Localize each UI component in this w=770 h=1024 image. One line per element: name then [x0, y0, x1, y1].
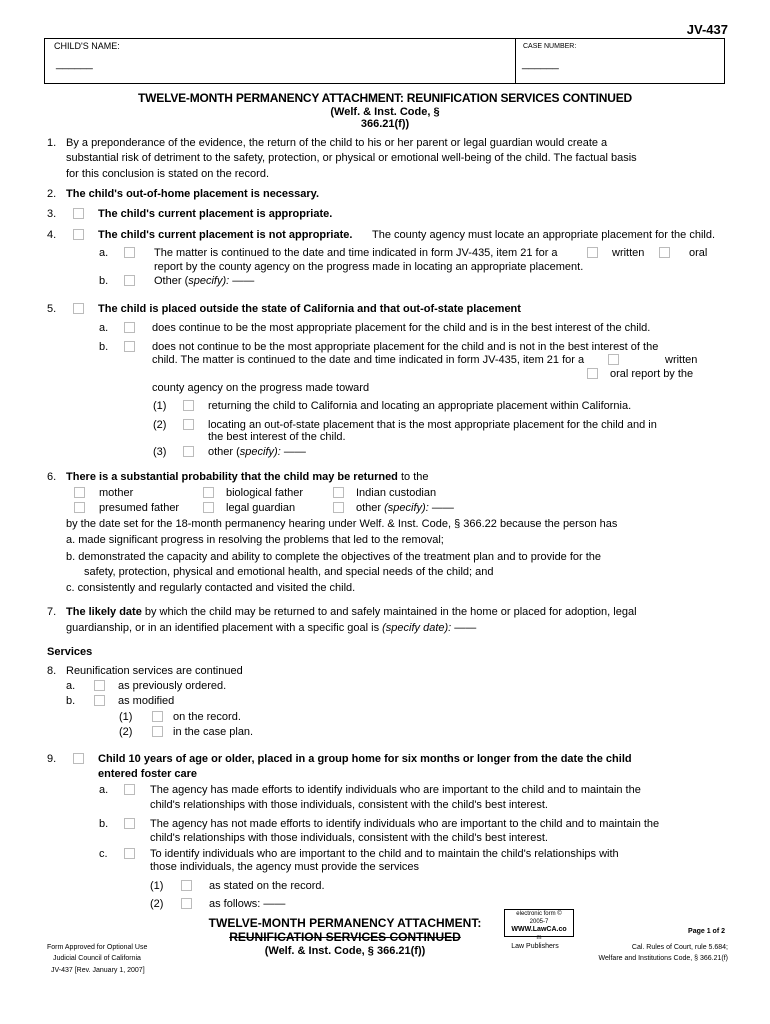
case-number-label: CASE NUMBER:	[523, 43, 577, 50]
item-9c-line1: To identify individuals who are important to the child and to maintain the child's relationships with	[150, 848, 619, 860]
case-number-field[interactable]: ______	[522, 58, 559, 70]
item-7-line1	[66, 606, 637, 618]
item-5b1-checkbox[interactable]	[183, 400, 194, 411]
item-9b-line2: child's relationships with those individuals, consistent with the child's best interest.	[150, 832, 548, 844]
item-4a-letter: a.	[99, 247, 109, 259]
form-id: JV-437	[686, 22, 728, 37]
item-4-bold: The child's current placement is not appropriate.	[98, 229, 353, 241]
item-6-indian-custodian-checkbox[interactable]	[333, 487, 344, 498]
item-6-mother-label: mother	[99, 487, 134, 499]
item-9a-line1: The agency has made efforts to identify individuals who are important to the child and to maintain the	[150, 784, 641, 796]
childs-name-field[interactable]: ______	[56, 58, 93, 70]
item-9c1-text: as stated on the record.	[209, 880, 325, 892]
item-6-number: 6.	[47, 471, 57, 483]
footer-left-line2: Judicial Council of California	[53, 955, 141, 962]
item-7-line2	[66, 622, 476, 634]
item-9c-checkbox[interactable]	[124, 848, 135, 859]
item-5-text: The child is placed outside the state of California and that out-of-state placement	[98, 303, 521, 315]
item-5b3-specify: specify	[239, 446, 275, 458]
item-6-bio-father-checkbox[interactable]	[203, 487, 214, 498]
item-3-checkbox[interactable]	[73, 208, 84, 219]
item-8a-text: as previously ordered.	[118, 680, 227, 692]
item-6-other-label	[356, 502, 454, 514]
item-6-other-pre: other	[356, 502, 385, 514]
item-6-legal-guardian-checkbox[interactable]	[203, 502, 214, 513]
footer-title-line2: REUNIFICATION SERVICES CONTINUED	[229, 930, 461, 944]
item-8-number: 8.	[47, 665, 57, 677]
item-5b1-number: (1)	[153, 400, 167, 412]
item-6-presumed-father-label: presumed father	[99, 502, 180, 514]
item-4-rest: The county agency must locate an appropriate placement for the child.	[372, 229, 716, 241]
item-5b3-number: (3)	[153, 446, 167, 458]
item-5b1-text: returning the child to California and locating an appropriate placement within California.	[208, 400, 632, 412]
item-6b-line1: b. demonstrated the capacity and ability to complete the objectives of the treatment plan and to provide for the	[66, 551, 602, 563]
footer-left-line1: Form Approved for Optional Use	[47, 944, 148, 951]
item-8a-checkbox[interactable]	[94, 680, 105, 691]
item-9-checkbox[interactable]	[73, 753, 84, 764]
stamp-line2: 2005-7	[529, 919, 549, 925]
item-4b-letter: b.	[99, 275, 109, 287]
item-4b-text	[154, 275, 254, 287]
item-5b-written-label: written	[665, 354, 698, 366]
item-5a-checkbox[interactable]	[124, 322, 135, 333]
item-8b1-text: on the record.	[173, 711, 241, 723]
item-9c-line2: those individuals, the agency must provide the services	[150, 861, 420, 873]
item-6-presumed-father-checkbox[interactable]	[74, 502, 85, 513]
stamp-publisher: Law Publishers	[511, 943, 559, 950]
item-4a-oral-checkbox[interactable]	[659, 247, 670, 258]
item-4b-checkbox[interactable]	[124, 275, 135, 286]
item-6-legal-guardian-label: legal guardian	[226, 502, 296, 514]
item-5b-line1: does not continue to be the most appropriate placement for the child and is not in the best interest of the	[152, 341, 659, 353]
caption-box	[44, 38, 725, 84]
item-9c2-number: (2)	[150, 898, 164, 910]
item-8b-checkbox[interactable]	[94, 695, 105, 706]
form-title: TWELVE-MONTH PERMANENCY ATTACHMENT: REUNIFICATION SERVICES CONTINUED	[138, 91, 632, 105]
item-9c2-label: as follows:	[209, 898, 261, 910]
item-4a-written-label: written	[612, 247, 645, 259]
page-number: Page 1 of 2	[688, 928, 725, 935]
item-5b3-pre: other (	[208, 446, 240, 458]
item-8b2-text: in the case plan.	[173, 726, 254, 738]
item-9c1-checkbox[interactable]	[181, 880, 192, 891]
item-9a-line2: child's relationships with those individuals, consistent with the child's best interest.	[150, 799, 548, 811]
item-5b-written-checkbox[interactable]	[608, 354, 619, 365]
item-5b-letter: b.	[99, 341, 109, 353]
footer-left-line3: JV-437 [Rev. January 1, 2007]	[51, 967, 145, 974]
item-3-number: 3.	[47, 208, 57, 220]
item-5-checkbox[interactable]	[73, 303, 84, 314]
item-6-other-checkbox[interactable]	[333, 502, 344, 513]
item-8b-text: as modified	[118, 695, 175, 707]
item-4b-post: ):	[222, 275, 230, 287]
item-2-text: The child's out-of-home placement is necessary.	[66, 188, 320, 200]
item-4-checkbox[interactable]	[73, 229, 84, 240]
item-1-number: 1.	[47, 137, 57, 149]
item-9-number: 9.	[47, 753, 57, 765]
item-5b2-line1: locating an out-of-state placement that is the most appropriate placement for the child and in	[208, 419, 657, 431]
footer-title-line3: (Welf. & Inst. Code, § 366.21(f))	[264, 945, 426, 957]
item-6-by-date: by the date set for the 18-month permanency hearing under Welf. & Inst. Code, § 366.22 because the person has	[66, 518, 618, 530]
item-5b2-checkbox[interactable]	[183, 419, 194, 430]
item-5b3-text	[208, 446, 306, 458]
item-8-text: Reunification services are continued	[66, 665, 243, 677]
item-5a-letter: a.	[99, 322, 109, 334]
item-5b3-checkbox[interactable]	[183, 446, 194, 457]
item-4b-blank[interactable]: ——	[232, 275, 255, 287]
item-6-other-blank[interactable]: ——	[431, 502, 454, 514]
item-7-specify: (specify date):	[382, 622, 452, 634]
stamp-line3: WWW.LawCA.co	[511, 926, 567, 933]
item-6b-line2: safety, protection, physical and emotional health, and special needs of the child; and	[84, 566, 494, 578]
item-5b3-post: ):	[274, 446, 281, 458]
item-8b2-checkbox[interactable]	[152, 726, 163, 737]
stamp-line4: m	[536, 935, 542, 941]
item-5a-text: does continue to be the most appropriate placement for the child and is in the best interest of the child.	[152, 322, 651, 334]
item-9b-checkbox[interactable]	[124, 818, 135, 829]
item-5-number: 5.	[47, 303, 57, 315]
childs-name-label: CHILD'S NAME:	[54, 41, 120, 51]
item-6c-text: c. consistently and regularly contacted and visited the child.	[66, 582, 356, 594]
form-subtitle-code: 366.21(f))	[360, 118, 410, 130]
item-9-line1: Child 10 years of age or older, placed in a group home for six months or longer from the date the child	[98, 753, 632, 765]
item-9c2-checkbox[interactable]	[181, 898, 192, 909]
item-6-mother-checkbox[interactable]	[74, 487, 85, 498]
item-4a-line2: report by the county agency on the progress made in locating an appropriate placement.	[154, 261, 584, 273]
item-5b-checkbox[interactable]	[124, 341, 135, 352]
item-9b-letter: b.	[99, 818, 109, 830]
item-6-indian-custodian-label: Indian custodian	[356, 487, 437, 499]
item-7-number: 7.	[47, 606, 57, 618]
item-7-rest: by which the child may be returned to and safely maintained in the home or placed for adoption, legal	[144, 606, 637, 618]
item-1-line2: substantial risk of detriment to the safety, protection, or physical or emotional well-being of the child. The factual basis	[66, 152, 637, 164]
footer-right-line2: Welfare and Institutions Code, § 366.21(f)	[598, 955, 728, 962]
item-4a-written-checkbox[interactable]	[587, 247, 598, 258]
publisher-stamp	[504, 909, 574, 941]
item-6a-text: a. made significant progress in resolving the problems that led to the removal;	[66, 534, 444, 546]
footer-right-line1: Cal. Rules of Court, rule 5.684;	[631, 944, 728, 951]
footer-title-line1: TWELVE-MONTH PERMANENCY ATTACHMENT:	[208, 916, 482, 930]
item-9c2-text	[209, 898, 285, 910]
item-9c2-blank[interactable]: ——	[263, 898, 286, 910]
item-3-text: The child's current placement is appropriate.	[98, 208, 333, 220]
item-9b-line1: The agency has not made efforts to identify individuals who are important to the child and to maintain the	[150, 818, 660, 830]
item-5b-oral-checkbox[interactable]	[587, 368, 598, 379]
item-6-bold: There is a substantial probability that the child may be returned	[66, 471, 398, 483]
item-4b-pre: Other (	[154, 275, 189, 287]
item-1-line1: By a preponderance of the evidence, the return of the child to his or her parent or legal guardian would create a	[66, 137, 608, 149]
item-9a-checkbox[interactable]	[124, 784, 135, 795]
item-2-number: 2.	[47, 188, 57, 200]
item-4a-oral-label: oral	[689, 247, 708, 259]
item-6-other-specify: (specify):	[384, 502, 429, 514]
item-6-rest: to the	[400, 471, 429, 483]
item-7-bold: The likely date	[66, 606, 142, 618]
item-5b2-line2: the best interest of the child.	[208, 431, 346, 443]
services-heading: Services	[47, 646, 93, 658]
item-8b2-number: (2)	[119, 726, 133, 738]
item-4b-specify: specify	[188, 275, 223, 287]
item-5b3-blank[interactable]: ——	[283, 446, 306, 458]
item-8b1-number: (1)	[119, 711, 133, 723]
item-5b2-number: (2)	[153, 419, 167, 431]
item-9c-letter: c.	[99, 848, 108, 860]
item-4a-checkbox[interactable]	[124, 247, 135, 258]
item-4a-line1: The matter is continued to the date and time indicated in form JV-435, item 21 for a	[154, 247, 558, 259]
item-9a-letter: a.	[99, 784, 109, 796]
item-8b-letter: b.	[66, 695, 76, 707]
stamp-line1: electronic form ©	[516, 911, 562, 917]
item-5b-line2: child. The matter is continued to the date and time indicated in form JV-435, item 21 for a	[152, 354, 585, 366]
caption-divider	[515, 38, 516, 84]
item-7-blank[interactable]: ——	[454, 622, 477, 634]
item-9c1-number: (1)	[150, 880, 164, 892]
item-4-number: 4.	[47, 229, 57, 241]
item-5b-oral-label: oral report by the	[610, 368, 694, 380]
item-8a-letter: a.	[66, 680, 76, 692]
item-6-bio-father-label: biological father	[226, 487, 304, 499]
item-8b1-checkbox[interactable]	[152, 711, 163, 722]
item-9-line2: entered foster care	[98, 768, 198, 780]
item-5b-line3: county agency on the progress made toward	[152, 382, 370, 394]
item-1-line3: for this conclusion is stated on the record.	[66, 168, 269, 180]
item-7-line2-pre: guardianship, or in an identified placement with a specific goal is	[66, 622, 383, 634]
item-6-text	[66, 471, 429, 483]
form-subtitle: (Welf. & Inst. Code, §	[330, 106, 440, 118]
